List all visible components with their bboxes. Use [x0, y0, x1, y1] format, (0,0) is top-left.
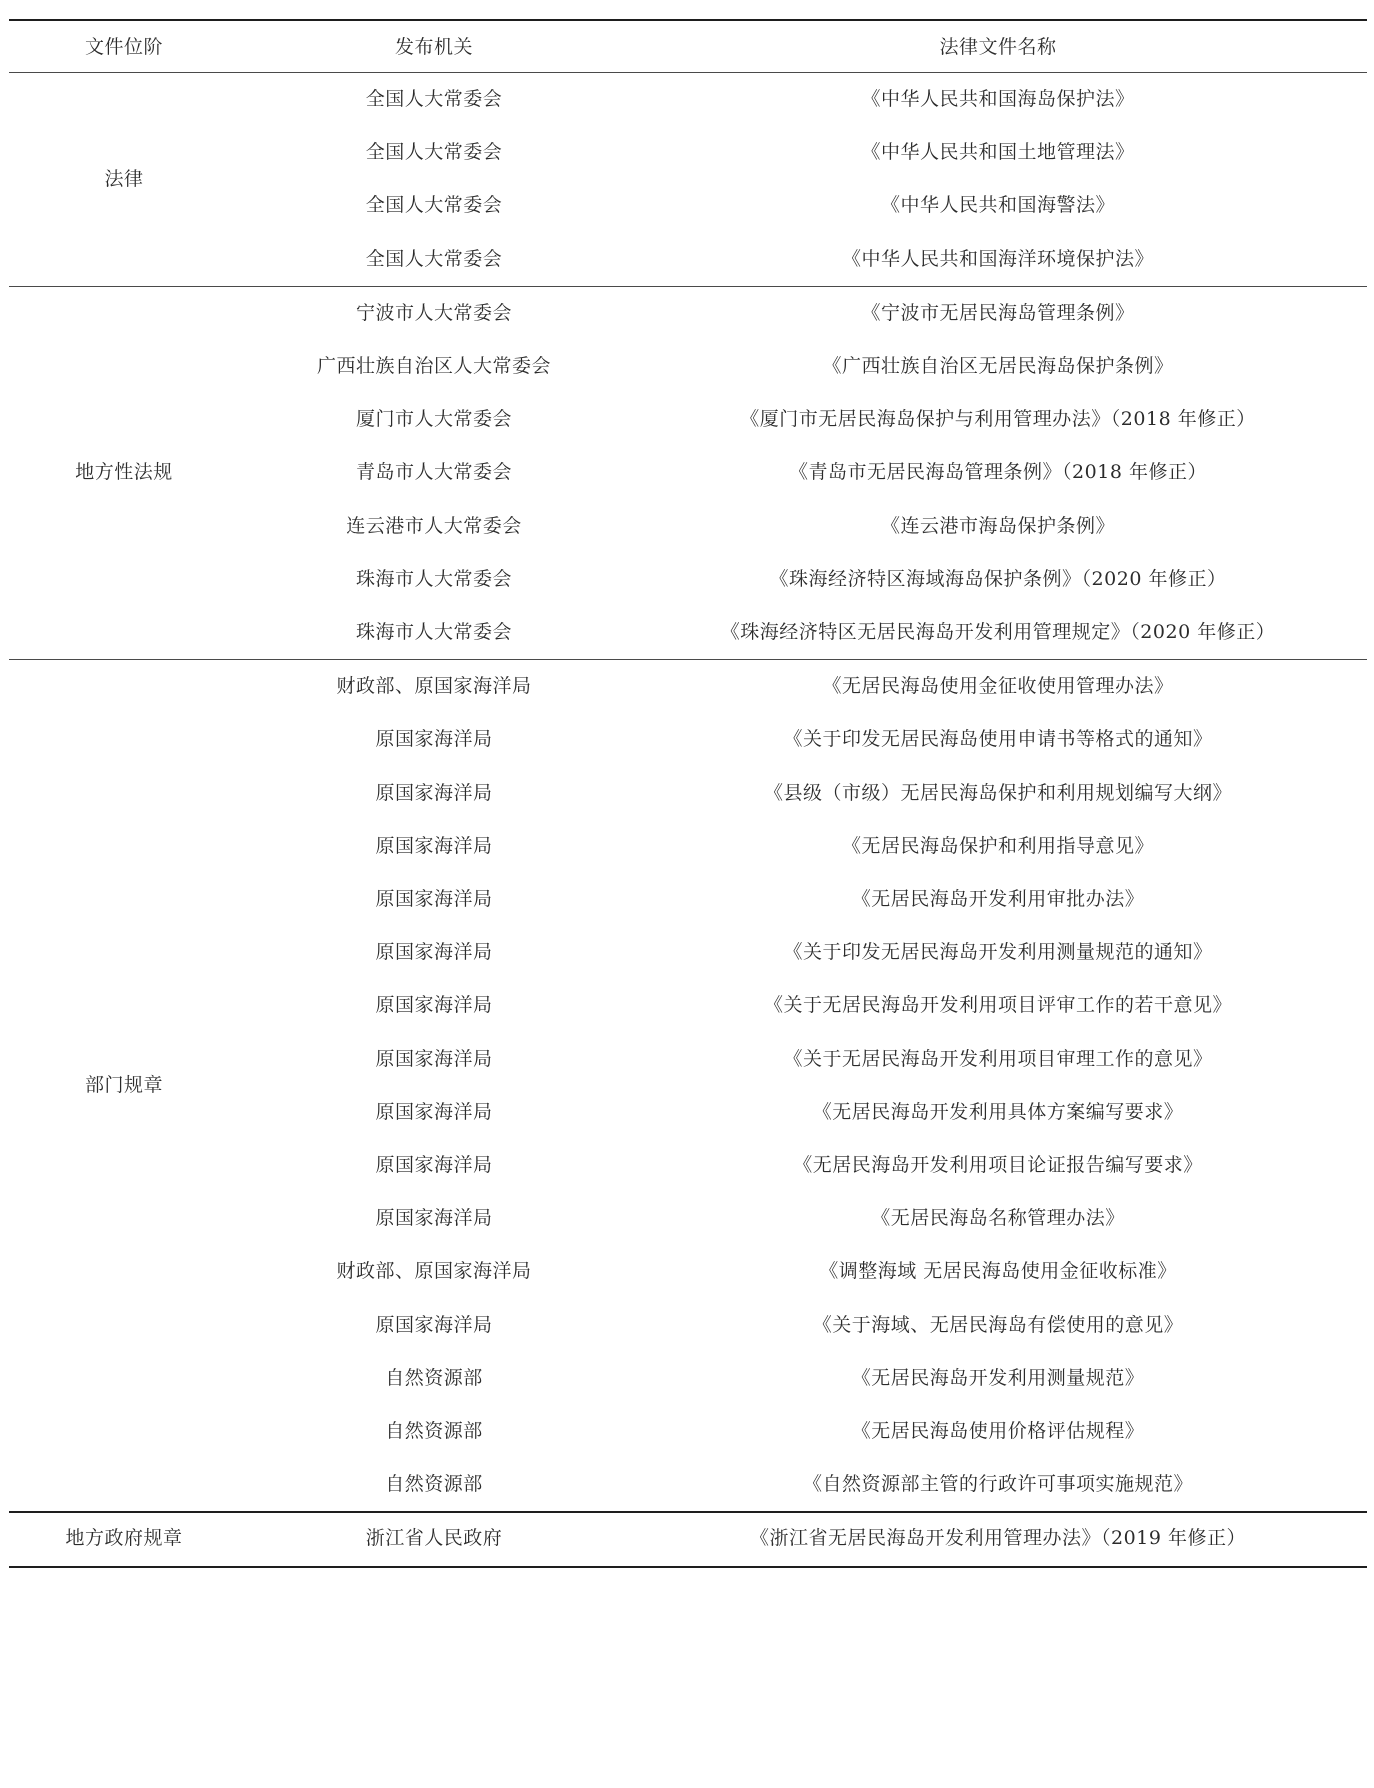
agency-cell: 原国家海洋局	[375, 1047, 493, 1070]
agency-cell: 原国家海洋局	[375, 1154, 493, 1177]
title-cell: 《无居民海岛使用金征收使用管理办法》	[822, 675, 1174, 698]
header-rank: 文件位阶	[84, 35, 163, 58]
agency-cell: 全国人大常委会	[365, 194, 503, 217]
title-cell: 《珠海经济特区无居民海岛开发利用管理规定》（2020 年修正）	[720, 621, 1276, 644]
rank-cell: 地方性法规	[75, 461, 173, 484]
agency-cell: 原国家海洋局	[375, 728, 493, 751]
title-cell: 《中华人民共和国海洋环境保护法》	[841, 247, 1154, 270]
title-cell: 《珠海经济特区海域海岛保护条例》（2020 年修正）	[769, 567, 1227, 590]
agency-cell: 原国家海洋局	[375, 1207, 493, 1230]
title-cell: 《中华人民共和国土地管理法》	[861, 141, 1135, 164]
agency-cell: 浙江省人民政府	[365, 1527, 503, 1550]
agency-cell: 全国人大常委会	[365, 141, 503, 164]
title-cell: 《青岛市无居民海岛管理条例》（2018 年修正）	[789, 461, 1207, 484]
bottom-rule	[9, 1566, 1367, 1568]
agency-cell: 珠海市人大常委会	[355, 621, 512, 644]
top-rule	[9, 19, 1367, 21]
title-cell: 《广西壮族自治区无居民海岛保护条例》	[822, 355, 1174, 378]
title-cell: 《无居民海岛名称管理办法》	[871, 1207, 1125, 1230]
agency-cell: 全国人大常委会	[365, 247, 503, 270]
title-cell: 《浙江省无居民海岛开发利用管理办法》（2019 年修正）	[750, 1527, 1246, 1550]
title-cell: 《县级（市级）无居民海岛保护和利用规划编写大纲》	[763, 781, 1232, 804]
title-cell: 《关于印发无居民海岛使用申请书等格式的通知》	[783, 728, 1213, 751]
title-cell: 《关于印发无居民海岛开发利用测量规范的通知》	[783, 941, 1213, 964]
agency-cell: 财政部、原国家海洋局	[336, 675, 532, 698]
agency-cell: 自然资源部	[385, 1473, 483, 1496]
agency-cell: 原国家海洋局	[375, 888, 493, 911]
agency-cell: 原国家海洋局	[375, 1100, 493, 1123]
agency-cell: 原国家海洋局	[375, 994, 493, 1017]
agency-cell: 宁波市人大常委会	[355, 301, 512, 324]
header-title: 法律文件名称	[939, 35, 1057, 58]
agency-cell: 原国家海洋局	[375, 941, 493, 964]
title-cell: 《宁波市无居民海岛管理条例》	[861, 301, 1135, 324]
agency-cell: 财政部、原国家海洋局	[336, 1260, 532, 1283]
title-cell: 《无居民海岛使用价格评估规程》	[851, 1420, 1145, 1443]
rank-cell: 法律	[104, 167, 144, 190]
title-cell: 《调整海域 无居民海岛使用金征收标准》	[819, 1260, 1177, 1283]
agency-cell: 自然资源部	[385, 1420, 483, 1443]
title-cell: 《无居民海岛保护和利用指导意见》	[841, 834, 1154, 857]
title-cell: 《无居民海岛开发利用具体方案编写要求》	[812, 1100, 1184, 1123]
title-cell: 《中华人民共和国海岛保护法》	[861, 88, 1135, 111]
title-cell: 《连云港市海岛保护条例》	[880, 514, 1115, 537]
agency-cell: 青岛市人大常委会	[355, 461, 512, 484]
agency-cell: 原国家海洋局	[375, 834, 493, 857]
title-cell: 《厦门市无居民海岛保护与利用管理办法》（2018 年修正）	[740, 408, 1256, 431]
agency-cell: 全国人大常委会	[365, 88, 503, 111]
title-cell: 《关于海域、无居民海岛有偿使用的意见》	[812, 1313, 1184, 1336]
title-cell: 《关于无居民海岛开发利用项目审理工作的意见》	[783, 1047, 1213, 1070]
agency-cell: 连云港市人大常委会	[346, 514, 522, 537]
title-cell: 《无居民海岛开发利用审批办法》	[851, 888, 1145, 911]
title-cell: 《无居民海岛开发利用项目论证报告编写要求》	[793, 1154, 1203, 1177]
agency-cell: 厦门市人大常委会	[355, 408, 512, 431]
title-cell: 《自然资源部主管的行政许可事项实施规范》	[802, 1473, 1193, 1496]
title-cell: 《中华人民共和国海警法》	[880, 194, 1115, 217]
agency-cell: 广西壮族自治区人大常委会	[316, 355, 551, 378]
agency-cell: 自然资源部	[385, 1366, 483, 1389]
agency-cell: 原国家海洋局	[375, 781, 493, 804]
agency-cell: 原国家海洋局	[375, 1313, 493, 1336]
rank-cell: 地方政府规章	[65, 1527, 183, 1550]
title-cell: 《关于无居民海岛开发利用项目评审工作的若干意见》	[763, 994, 1232, 1017]
agency-cell: 珠海市人大常委会	[355, 567, 512, 590]
header-agency: 发布机关	[394, 35, 473, 58]
title-cell: 《无居民海岛开发利用测量规范》	[851, 1366, 1145, 1389]
rank-cell: 部门规章	[84, 1074, 163, 1097]
